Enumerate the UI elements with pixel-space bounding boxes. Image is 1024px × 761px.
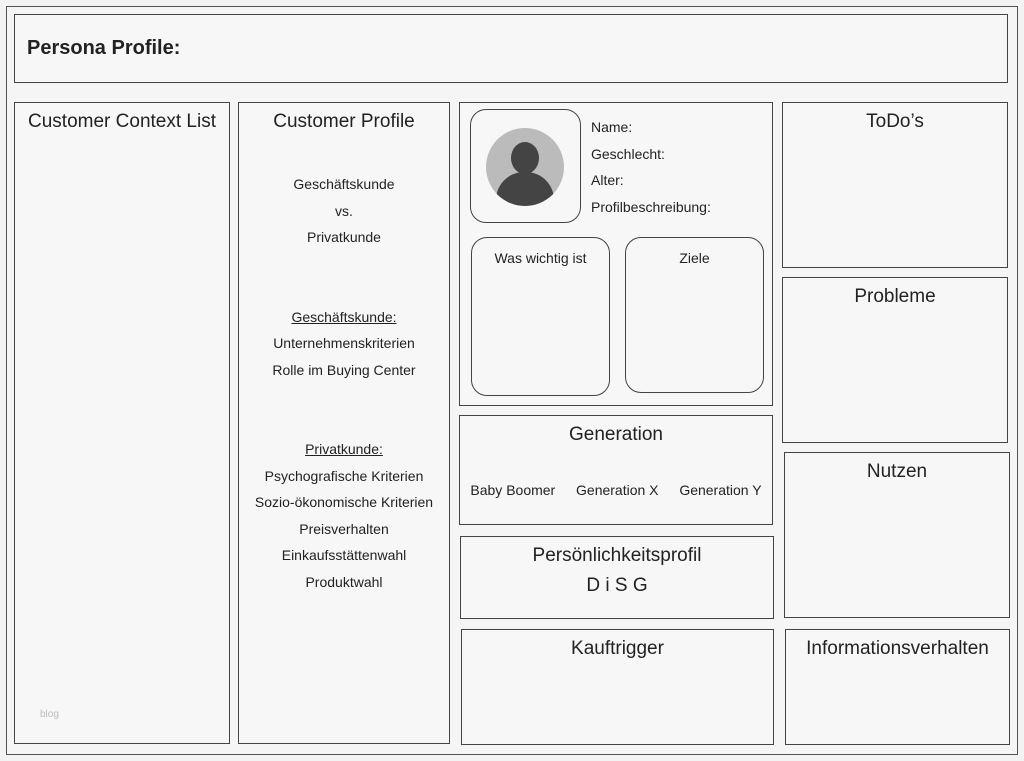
generation-option: Baby Boomer: [470, 482, 556, 498]
list-item: Psychografische Kriterien: [264, 467, 424, 484]
generation-panel: [459, 415, 773, 525]
name-field-label: Name:: [591, 119, 633, 135]
goals-box: [625, 237, 764, 393]
goals-label: Ziele: [679, 250, 710, 266]
problems-panel: [782, 277, 1008, 443]
age-field-label: Alter:: [591, 172, 624, 188]
important-label: Was wichtig ist: [494, 250, 587, 266]
intro-line: Privatkunde: [307, 229, 381, 245]
business-customer-heading: Geschäftskunde:: [291, 308, 397, 325]
todos-panel: [782, 102, 1008, 268]
customer-context-list-heading: Customer Context List: [28, 111, 216, 132]
customer-type-intro: [239, 171, 449, 251]
list-item: Preisverhalten: [299, 520, 389, 537]
title-bar: [14, 14, 1008, 83]
page-title: Persona Profile:: [27, 37, 181, 59]
business-customer-section: [239, 304, 449, 384]
list-item: Rolle im Buying Center: [272, 361, 416, 378]
gender-field-label: Geschlecht:: [591, 145, 665, 162]
list-item: Unternehmenskriterien: [273, 335, 415, 351]
customer-profile-panel: [238, 102, 450, 744]
personality-panel: [460, 536, 774, 619]
benefits-panel: [784, 452, 1010, 618]
purchase-trigger-heading: Kauftrigger: [571, 638, 664, 659]
persona-fields: [591, 114, 711, 220]
information-behavior-heading: Informationsverhalten: [806, 638, 989, 659]
watermark: blog: [40, 709, 59, 720]
customer-profile-heading: Customer Profile: [273, 111, 415, 132]
disg-label: D i S G: [586, 575, 648, 596]
person-silhouette-icon: [486, 128, 564, 206]
generation-option: Generation Y: [679, 482, 762, 498]
list-item: Sozio-ökonomische Kriterien: [254, 494, 434, 510]
intro-line: vs.: [335, 202, 353, 219]
list-item: Produktwahl: [305, 573, 383, 590]
avatar-frame: [470, 109, 581, 223]
benefits-heading: Nutzen: [866, 461, 928, 482]
customer-context-list-panel: [14, 102, 230, 744]
list-item: Einkaufsstättenwahl: [281, 547, 407, 563]
personality-heading: Persönlichkeitsprofil: [532, 545, 702, 566]
important-box: [471, 237, 610, 396]
problems-heading: Probleme: [854, 286, 936, 307]
profile-description-label: Profilbeschreibung:: [591, 198, 711, 215]
generation-option: Generation X: [576, 482, 659, 498]
private-customer-section: [239, 436, 449, 595]
todos-heading: ToDo’s: [866, 111, 924, 132]
information-behavior-panel: [785, 629, 1010, 745]
generation-options: [460, 482, 772, 498]
private-customer-heading: Privatkunde:: [305, 441, 383, 457]
intro-line: Geschäftskunde: [293, 176, 395, 192]
generation-heading: Generation: [568, 424, 663, 445]
purchase-trigger-panel: [461, 629, 774, 745]
